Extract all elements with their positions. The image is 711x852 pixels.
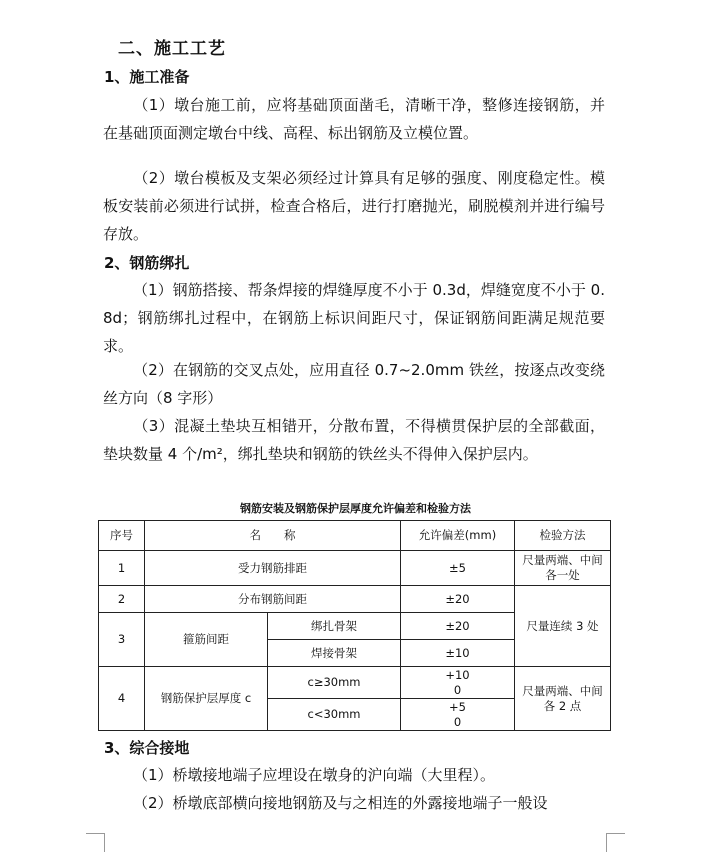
subsection-heading-grounding: 3、综合接地: [104, 739, 190, 757]
paragraph-preparation-2: [103, 164, 605, 248]
paragraph-rebar-2: [103, 356, 605, 412]
cell-no: 4: [99, 667, 145, 731]
cell-tolerance: [401, 699, 515, 731]
paragraph-grounding-1: [103, 761, 605, 789]
cell-name: 受力钢筋排距: [145, 551, 401, 586]
cell-tolerance: ±10: [401, 640, 515, 667]
table-row: [99, 586, 611, 613]
table-header-row: [99, 521, 611, 551]
table-row: [99, 551, 611, 586]
paragraph-text: （1）桥墩接地端子应埋设在墩身的沪向端（大里程）。: [133, 766, 496, 784]
paragraph-preparation-1: [103, 91, 605, 147]
cell-tolerance: [401, 667, 515, 699]
table-row: [99, 667, 611, 699]
page-corner-mark-left: [86, 833, 105, 852]
cell-no: 1: [99, 551, 145, 586]
cell-no: 2: [99, 586, 145, 613]
subsection-heading-rebar: 2、钢筋绑扎: [104, 254, 190, 272]
cell-subname: c<30mm: [268, 699, 401, 731]
cell-tolerance: ±20: [401, 586, 515, 613]
page-corner-mark-right: [606, 833, 625, 852]
paragraph-text: （2）在钢筋的交叉点处，应用直径 0.7~2.0mm 铁丝，按逐点改变绕丝方向（8 字形）: [103, 361, 605, 407]
cell-name: 分布钢筋间距: [145, 586, 401, 613]
paragraph-text: （3）混凝土垫块互相错开，分散布置，不得横贯保护层的全部截面，垫块数量 4 个/m²，绑扎垫块和钢筋的铁丝头不得伸入保护层内。: [103, 417, 605, 463]
paragraph-grounding-2: [103, 789, 605, 817]
header-name: 名 称: [145, 521, 401, 551]
cell-method: 尺量两端、中间各 2 点: [515, 667, 611, 731]
cell-subname: 绑扎骨架: [268, 613, 401, 640]
paragraph-rebar-1: [103, 276, 605, 360]
cell-subname: c≥30mm: [268, 667, 401, 699]
tolerance-upper: +10: [445, 667, 470, 682]
tolerance-upper: +5: [449, 699, 466, 714]
paragraph-text: （1）钢筋搭接、帮条焊接的焊缝厚度不小于 0.3d，焊缝宽度不小于 0.8d；钢筋绑扎过程中，在钢筋上标识间距尺寸，保证钢筋间距满足规范要求。: [103, 281, 605, 355]
header-no: 序号: [99, 521, 145, 551]
cell-method: 尺量连续 3 处: [515, 586, 611, 667]
cell-method: 尺量两端、中间各一处: [515, 551, 611, 586]
header-tolerance: 允许偏差(mm): [401, 521, 515, 551]
paragraph-rebar-3: [103, 412, 605, 468]
tolerance-table: [98, 520, 611, 731]
tolerance-lower: 0: [453, 682, 462, 697]
cell-no: 3: [99, 613, 145, 667]
paragraph-text: （1）墩台施工前，应将基础顶面凿毛，清晰干净，整修连接钢筋，并在基础顶面测定墩台中线、高程、标出钢筋及立模位置。: [103, 96, 605, 142]
tolerance-lower: 0: [453, 714, 462, 729]
section-title: 二、施工工艺: [118, 39, 226, 59]
cell-tolerance: ±20: [401, 613, 515, 640]
cell-subname: 焊接骨架: [268, 640, 401, 667]
header-method: 检验方法: [515, 521, 611, 551]
subsection-heading-preparation: 1、施工准备: [104, 68, 190, 86]
paragraph-text: （2）桥墩底部横向接地钢筋及与之相连的外露接地端子一般设: [133, 794, 548, 812]
cell-name: 箍筋间距: [145, 613, 268, 667]
cell-tolerance: ±5: [401, 551, 515, 586]
table-caption: 钢筋安装及钢筋保护层厚度允许偏差和检验方法: [240, 502, 471, 515]
paragraph-text: （2）墩台模板及支架必须经过计算具有足够的强度、刚度稳定性。模板安装前必须进行试拼，检查合格后，进行打磨抛光，刷脱模剂并进行编号存放。: [103, 169, 605, 243]
cell-name: 钢筋保护层厚度 c: [145, 667, 268, 731]
